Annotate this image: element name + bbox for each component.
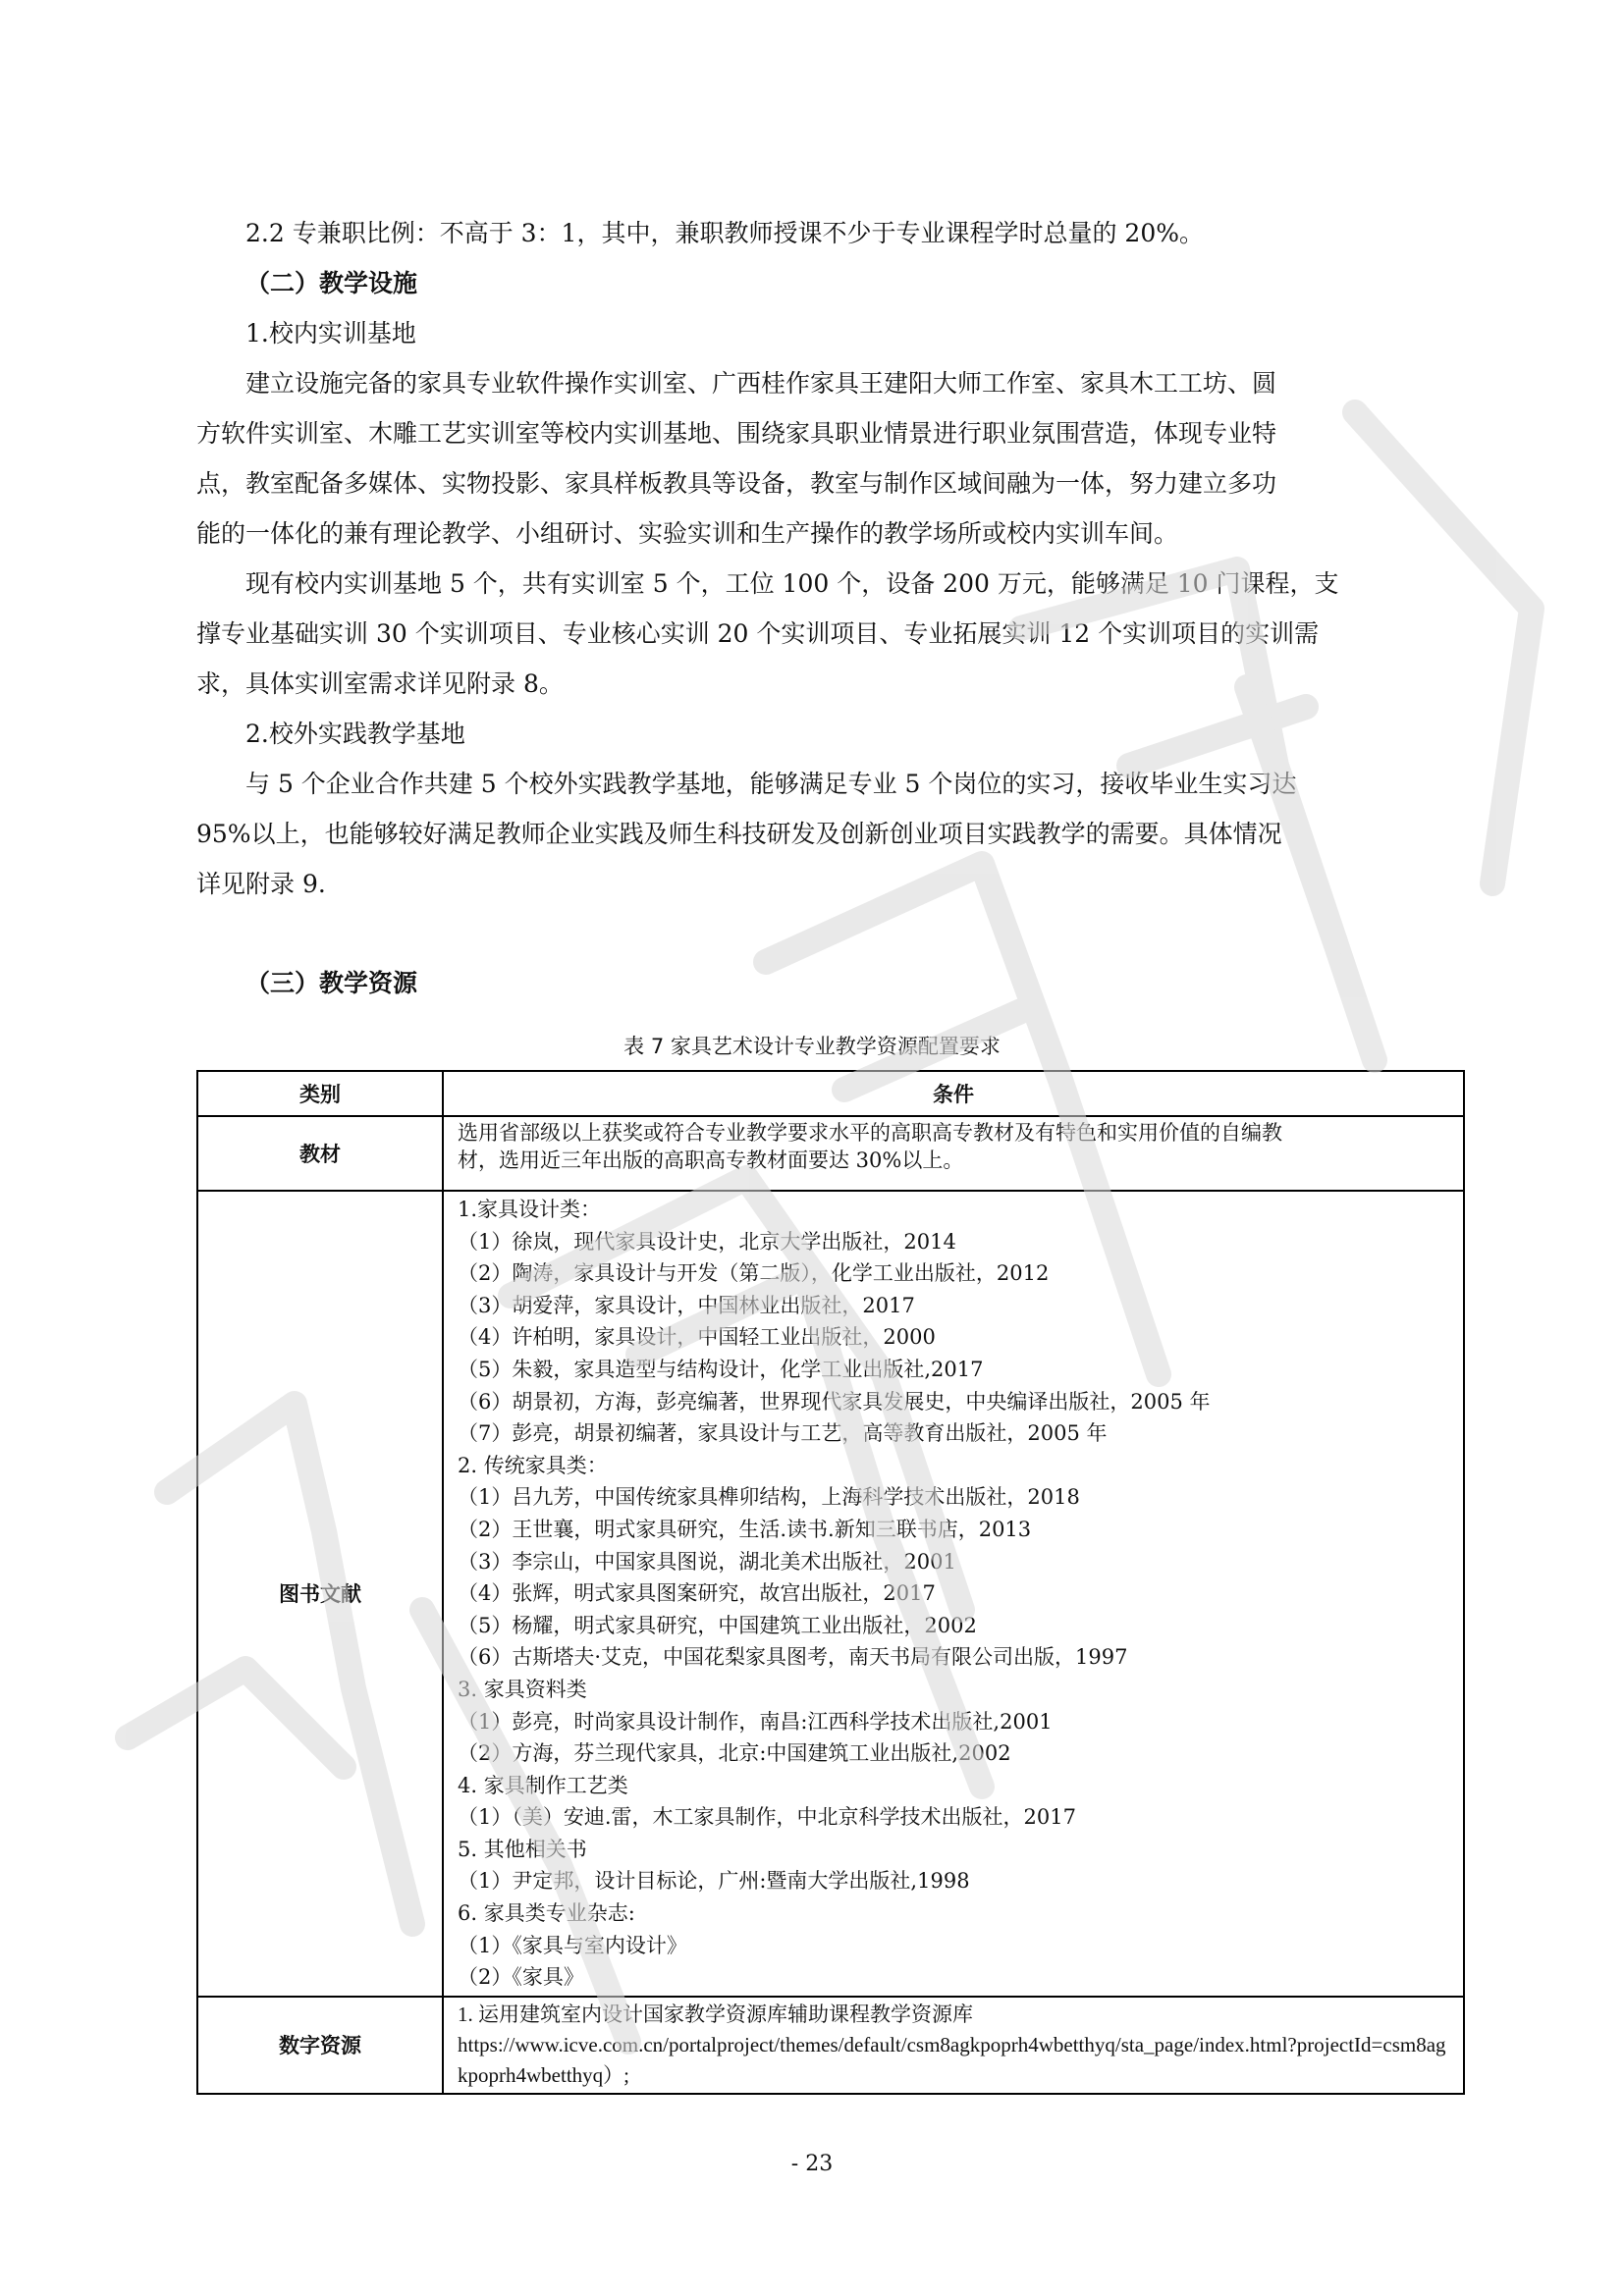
table-caption: 表 7 家具艺术设计专业教学资源配置要求	[623, 1035, 1001, 1058]
book-list-item: （1）尹定邦，设计目标论，广州:暨南大学出版社,1998	[458, 1869, 970, 1894]
book-list-item: （5）朱毅，家具造型与结构设计，化学工业出版社,2017	[458, 1357, 984, 1381]
text-line: 1. 运用建筑室内设计国家教学资源库辅助课程教学资源库	[458, 2002, 973, 2026]
book-list-item: （2）《家具》	[458, 1965, 584, 1990]
book-list-item: （7）彭亮，胡景初编著，家具设计与工艺，高等教育出版社，2005 年	[458, 1421, 1108, 1446]
book-list-item: （5）杨耀，明式家具研究，中国建筑工业出版社，2002	[458, 1613, 977, 1637]
table-row-books	[197, 1191, 1464, 1997]
book-list-item: 2. 传统家具类：	[458, 1453, 608, 1477]
book-list-item: （2）陶涛，家具设计与开发（第二版），化学工业出版社，2012	[458, 1261, 1050, 1286]
book-list-item: （1）吕九芳，中国传统家具榫卯结构，上海科学技术出版社，2018	[458, 1485, 1080, 1510]
text-line: 选用省部级以上获奖或符合专业教学要求水平的高职高专教材及有特色和实用价值的自编教	[458, 1121, 1282, 1145]
cell-category-textbook: 教材	[197, 1116, 443, 1191]
text-line: 2.校外实践教学基地	[245, 720, 465, 748]
book-list-item: （1）彭亮，时尚家具设计制作，南昌:江西科学技术出版社,2001	[458, 1709, 1053, 1734]
book-list-item: 1.家具设计类：	[458, 1198, 602, 1221]
book-list-item: 4. 家具制作工艺类	[458, 1773, 628, 1797]
text-line: 方软件实训室、木雕工艺实训室等校内实训基地、围绕家具职业情景进行职业氛围营造，体现专业特	[196, 419, 1277, 448]
paragraph-campus-base	[196, 358, 1463, 559]
text-line: 2.2 专兼职比例：不高于 3：1，其中，兼职教师授课不少于专业课程学时总量的 20%。	[245, 219, 1204, 247]
cell-category-books: 图书文献	[197, 1191, 443, 1997]
text-line: 建立设施完备的家具专业软件操作实训室、广西桂作家具王建阳大师工作室、家具木工工坊、圆	[245, 369, 1277, 398]
section-heading-resources	[196, 958, 1512, 1008]
cell-category-digital: 数字资源	[197, 1997, 443, 2094]
book-list-item: （2）王世襄，明式家具研究，生活.读书.新知三联书店，2013	[458, 1517, 1032, 1541]
book-list-item: 6. 家具类专业杂志:	[458, 1901, 635, 1926]
cell-books-list	[443, 1191, 1464, 1997]
book-list-item: （4）张辉，明式家具图案研究，故宫出版社，2017	[458, 1581, 936, 1606]
text-line: 1.校内实训基地	[245, 319, 416, 347]
text-line: 材，选用近三年出版的高职高专教材面要达 30%以上。	[458, 1148, 964, 1172]
text-line: 点，教室配备多媒体、实物投影、家具样板教具等设备，教室与制作区域间融为一体，努力建立多功	[196, 469, 1277, 498]
subheading-offcampus-base	[196, 709, 1512, 759]
text-line: 求，具体实训室需求详见附录 8。	[196, 669, 564, 698]
text-line: 详见附录 9.	[196, 870, 326, 898]
paragraph-offcampus-base	[196, 759, 1463, 909]
table-row-digital	[197, 1997, 1464, 2094]
paragraph-teacher-ratio	[196, 208, 1512, 258]
text-line: 与 5 个企业合作共建 5 个校外实践教学基地，能够满足专业 5 个岗位的实习，接收毕业生实习达	[245, 770, 1297, 798]
book-list-item: （3）李宗山，中国家具图说，湖北美术出版社，2001	[458, 1549, 956, 1574]
resource-url: https://www.icve.com.cn/portalproject/themes/default/csm8agkpoprh4wbetthyq/sta_page/index.html?projectId=csm8agkpoprh4wbetthyq）;	[458, 2032, 1446, 2087]
book-list-item: （6）古斯塔夫·艾克，中国花梨家具图考，南天书局有限公司出版，1997	[458, 1645, 1128, 1670]
resources-table	[196, 1070, 1465, 2095]
table-row-textbook	[197, 1116, 1464, 1191]
cell-condition-digital	[443, 1997, 1464, 2094]
book-list-item: 5. 其他相关书	[458, 1837, 587, 1861]
text-line: 撑专业基础实训 30 个实训项目、专业核心实训 20 个实训项目、专业拓展实训 12 个实训项目的实训需	[196, 619, 1320, 648]
text-line: 现有校内实训基地 5 个，共有实训室 5 个，工位 100 个，设备 200 万元，能够满足 10 门课程，支	[245, 569, 1339, 598]
paragraph-existing-base	[196, 559, 1463, 709]
text-line: 95%以上，也能够较好满足教师企业实践及师生科技研发及创新创业项目实践教学的需要。具体情况	[196, 820, 1282, 848]
text-line: 能的一体化的兼有理论教学、小组研讨、实验实训和生产操作的教学场所或校内实训车间。	[196, 519, 1179, 548]
book-list-item: （1）《家具与室内设计》	[458, 1933, 687, 1957]
book-list-item: （4）许柏明，家具设计，中国轻工业出版社，2000	[458, 1325, 936, 1350]
heading-text: （二）教学设施	[245, 269, 418, 297]
book-list-item: （1）（美）安迪.雷，木工家具制作，中北京科学技术出版社，2017	[458, 1805, 1076, 1830]
subheading-campus-base	[196, 308, 1512, 358]
book-list-item: （3）胡爱萍，家具设计，中国林业出版社，2017	[458, 1293, 915, 1317]
book-list-item: （1）徐岚，现代家具设计史，北京大学出版社，2014	[458, 1229, 956, 1254]
page-number: - 23	[790, 2152, 834, 2176]
book-list-item: （2）方海，芬兰现代家具，北京:中国建筑工业出版社,2002	[458, 1741, 1011, 1766]
section-heading-facilities	[196, 258, 1512, 308]
cell-condition-textbook	[443, 1116, 1464, 1191]
header-condition: 条件	[443, 1071, 1464, 1116]
header-category: 类别	[197, 1071, 443, 1116]
book-list-item: 3. 家具资料类	[458, 1677, 587, 1701]
table-header-row	[197, 1071, 1464, 1116]
heading-text: （三）教学资源	[245, 969, 418, 997]
book-list-item: （6）胡景初，方海，彭亮编著，世界现代家具发展史，中央编译出版社，2005 年	[458, 1389, 1211, 1414]
